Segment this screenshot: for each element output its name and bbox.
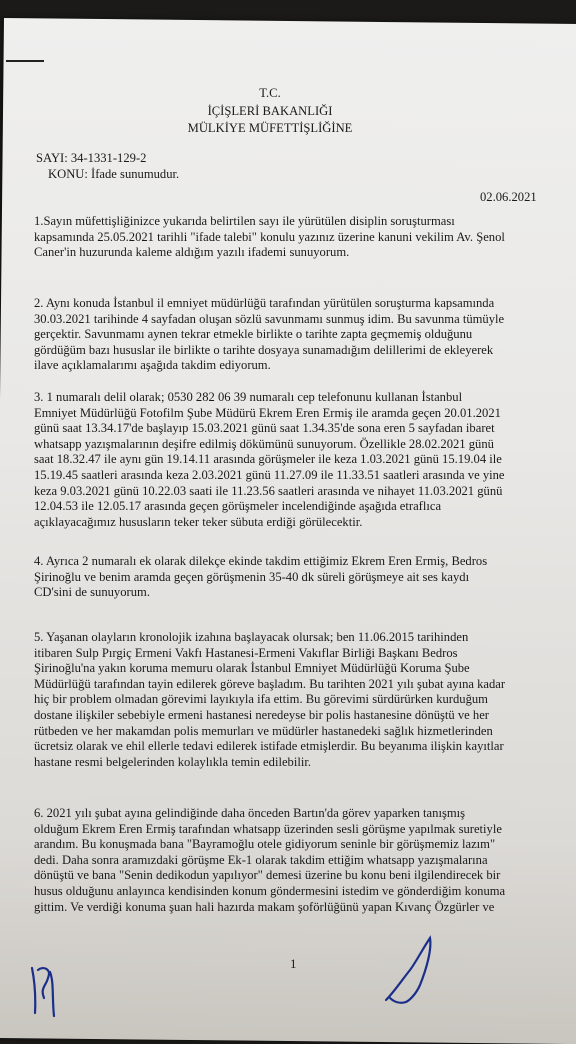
paragraph-line: gördüğüm bazı hususlar ile birlikte o tarihte dosyaya sunamadığım delillerimi de ekleyerek (34, 342, 494, 357)
pen-mark (6, 60, 44, 62)
paragraph-line: 4. Ayrıca 2 numaralı ek olarak dilekçe ekinde takdim ettiğimiz Ekrem Eren Ermiş, Bedros (34, 554, 488, 568)
paragraph-line: dedi. Daha sonra aramızdaki görüşme Ek-1 olarak takdim ettiğim whatsapp yazışmalarına (34, 852, 488, 867)
paragraph-line: CD'sini de sunuyorum. (34, 585, 150, 600)
paragraph-line: Şirinoğlu'na yakın koruma memuru olarak İstanbul Emniyet Müdürlüğü Koruma Şube (34, 661, 470, 676)
paragraph-line: Caner'in huzurunda kaleme aldığım yazılı ifademi sunuyorum. (34, 245, 350, 260)
paragraph-line: gittim. Ve verdiği konuma şuan hali hazırda makam şoförlüğünü yapan Kıvanç Özgürler ve (34, 899, 495, 914)
paragraph-line: 1.Sayın müfettişliğinizce yukarıda belirtilen sayı ile yürütülen disiplin soruşturması (34, 214, 455, 228)
paragraph-line: arandım. Bu konuşmada bana "Bayramoğlu otele gidiyorum seninle bir görüşmemiz lazım" (34, 837, 496, 852)
paragraph-line: hastane resmi belgelerinden kolaylıkla temin edilebilir. (34, 754, 311, 769)
signature-right (380, 930, 450, 1010)
paragraph-line: 30.03.2021 tarihinde 4 sayfadan oluşan sözlü savunmamı sunmuş idim. Bu savunma tümüyle (34, 311, 505, 326)
paragraph-line: gerçektir. Savunmamı aynen tekrar etmekle birlikte o tarihte zapta geçmemiş olduğunu (34, 327, 473, 342)
paragraph-4 (34, 554, 576, 601)
header-ministry: İÇİŞLERİ BAKANLIĞI (207, 104, 333, 118)
paragraph-line: günü saat 13.34.17'de başlayıp 15.03.2021 günü saat 1.34.35'de sona eren 5 sayfadan ibaret (34, 421, 495, 436)
reference-number: SAYI: 34-1331-129-2 (36, 151, 147, 165)
paragraph-5 (34, 630, 576, 770)
paragraph-3 (34, 390, 576, 530)
paragraph-line: kapsamında 25.05.2021 tarihli "ifade talebi" konulu yazınız üzerine kanuni vekilim Av. Şenol (34, 229, 505, 244)
reference-subject: KONU: İfade sunumudur. (48, 167, 180, 181)
paragraph-line: 6. 2021 yılı şubat ayına gelindiğinde daha önceden Bartın'da görev yaparken tanışmış (34, 806, 466, 820)
header-office: MÜLKİYE MÜFETTİŞLİĞİNE (187, 121, 353, 135)
paragraph-line: saat 18.32.47 ile aynı gün 19.14.11 arasında görüşmeler ile keza 1.03.2021 günü 15.19.04 ile (34, 452, 502, 467)
paragraph-line: itibaren Sulp Pırgiç Ermeni Vakfı Hastanesi-Ermeni Vakıflar Birliği Başkanı Bedros (34, 645, 458, 660)
paragraph-6 (34, 806, 576, 915)
paragraph-1 (34, 214, 576, 261)
paragraph-line: Emniyet Müdürlüğü Fotofilm Şube Müdürü Ekrem Eren Ermiş ile aramda geçen 20.01.2021 (34, 405, 501, 420)
paragraph-line: 15.19.45 saatleri arasında keza 2.03.2021 günü 11.27.09 ile 11.33.51 saatleri arasında ve yine (34, 467, 505, 482)
paragraph-line: açıklayacağımız hususların teker teker sübuta erdiği görülecektir. (34, 514, 363, 529)
paragraph-line: olduğum Ekrem Eren Ermiş tarafından whatsapp üzerinden sesli görüşme yapılmak suretiyle (34, 821, 502, 836)
paragraph-line: dostane ilişkiler sebebiyle ermeni hastanesi neredeyse bir polis hastanesine dönüştü ve her (34, 707, 489, 722)
header-tc: T.C. (259, 86, 281, 100)
paragraph-line: hiç bir problem olmadan görevimi layıkıyla ifa ettim. Bu görevimi sürdürürken kurduğum (34, 692, 488, 707)
paragraph-line: ilave açıklamalarımı aşağıda takdim ediyorum. (34, 358, 271, 373)
paragraph-line: 12.04.53 ile 12.05.17 arasında geçen görüşmeler incelendiğinde aşağıda etraflıca (34, 499, 442, 514)
paragraph-line: keza 9.03.2021 günü 10.22.03 saati ile 11.23.56 saatleri arasında ve nihayet 11.03.2021 günü (34, 483, 503, 498)
page-number: 1 (290, 956, 297, 971)
paragraph-line: husus olduğunu anlayınca kendisinden konum göndermesini istedim ve gönderdiğim konuma (34, 883, 506, 898)
paragraph-line: Müdürlüğü tarafından tayin edilerek göreve başladım. Bu tarihten 2021 yılı şubat ayına kadar (34, 676, 506, 691)
document-date: 02.06.2021 (480, 190, 537, 204)
paragraph-line: whatsapp yazışmalarının deşifre edilmiş dökümünü sunuyorum. Özellikle 28.02.2021 günü (34, 436, 494, 451)
signature-left (22, 958, 72, 1018)
paragraph-line: 2. Aynı konuda İstanbul il emniyet müdürlüğü tarafından yürütülen soruşturma kapsamında (34, 296, 495, 310)
paragraph-line: Şirinoğlu ve benim aramda geçen görüşmenin 35-40 dk süreli görüşmeye ait ses kaydı (34, 569, 470, 584)
paragraph-line: 5. Yaşanan olayların kronolojik izahına başlayacak olursak; ben 11.06.2015 tarihinden (34, 630, 469, 644)
paragraph-line: dönüştü ve bana "Senin dedikodun yapılıyor" demesi üzerine bu konu beni ilgilendirecek bir (34, 868, 501, 883)
paragraph-line: 3. 1 numaralı delil olarak; 0530 282 06 39 numaralı cep telefonunu kullanan İstanbul (34, 390, 463, 404)
paragraph-2 (34, 296, 576, 374)
paragraph-line: ücretsiz olarak ve ehil ellerle tedavi edilerek istifade etmişlerdir. Bu beyanıma ilişkin kayıtlar (34, 739, 504, 754)
paragraph-line: rütbeden ve her makamdan polis memurları ve müdürler hastanedeki sağlık hizmetlerinden (34, 723, 493, 738)
